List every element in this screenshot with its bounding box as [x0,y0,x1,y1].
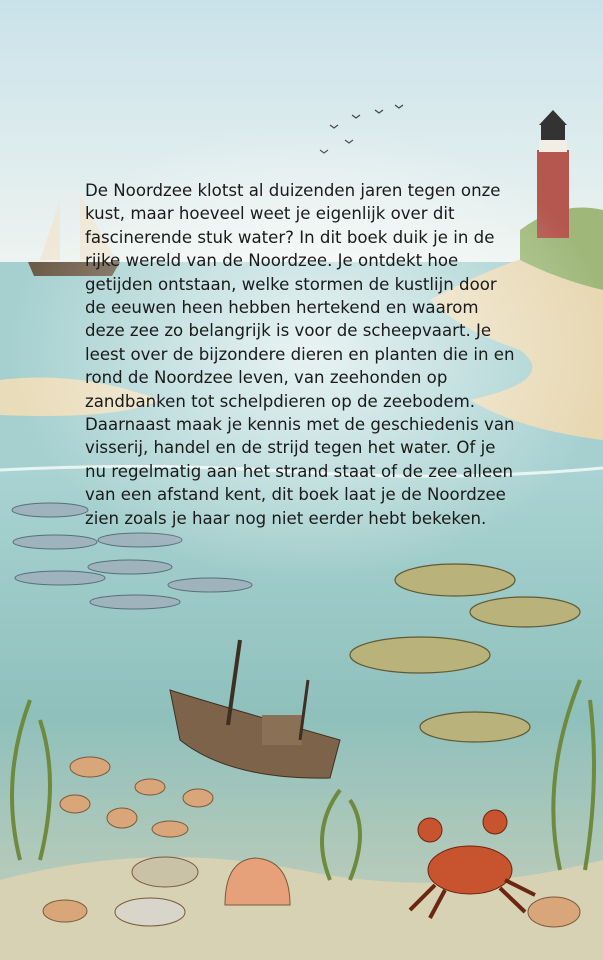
book-blurb [85,179,565,530]
blurb-line: leest over de bijzondere dieren en planten die in en [85,344,515,364]
blurb-line: rond de Noordzee leven, van zeehonden op [85,368,448,388]
blurb-line: zandbanken tot schelpdieren op de zeebodem. [85,391,476,411]
blurb-line: zien zoals je haar nog niet eerder hebt bekeken. [85,508,487,528]
blurb-line: nu regelmatig aan het strand staat of de zee alleen [85,461,513,481]
blurb-line: De Noordzee klotst al duizenden jaren tegen onze [85,181,501,200]
blurb-line: rijke wereld van de Noordzee. Je ontdekt hoe [85,251,459,271]
blurb-line: kust, maar hoeveel weet je eigenlijk over dit [85,204,455,224]
blurb-line: getijden ontstaan, welke stormen de kustlijn door [85,274,497,294]
blurb-line: de eeuwen heen hebben hertekend en waarom [85,298,479,318]
blurb-line: visserij, handel en de strijd tegen het water. Of je [85,438,496,458]
blurb-line: van een afstand kent, dit boek laat je de Noordzee [85,485,506,505]
blurb-line: Daarnaast maak je kennis met de geschiedenis van [85,415,515,435]
blurb-line: fascinerende stuk water? In dit boek duik je in de [85,227,495,247]
blurb-line: deze zee zo belangrijk is voor de scheepvaart. Je [85,321,492,341]
